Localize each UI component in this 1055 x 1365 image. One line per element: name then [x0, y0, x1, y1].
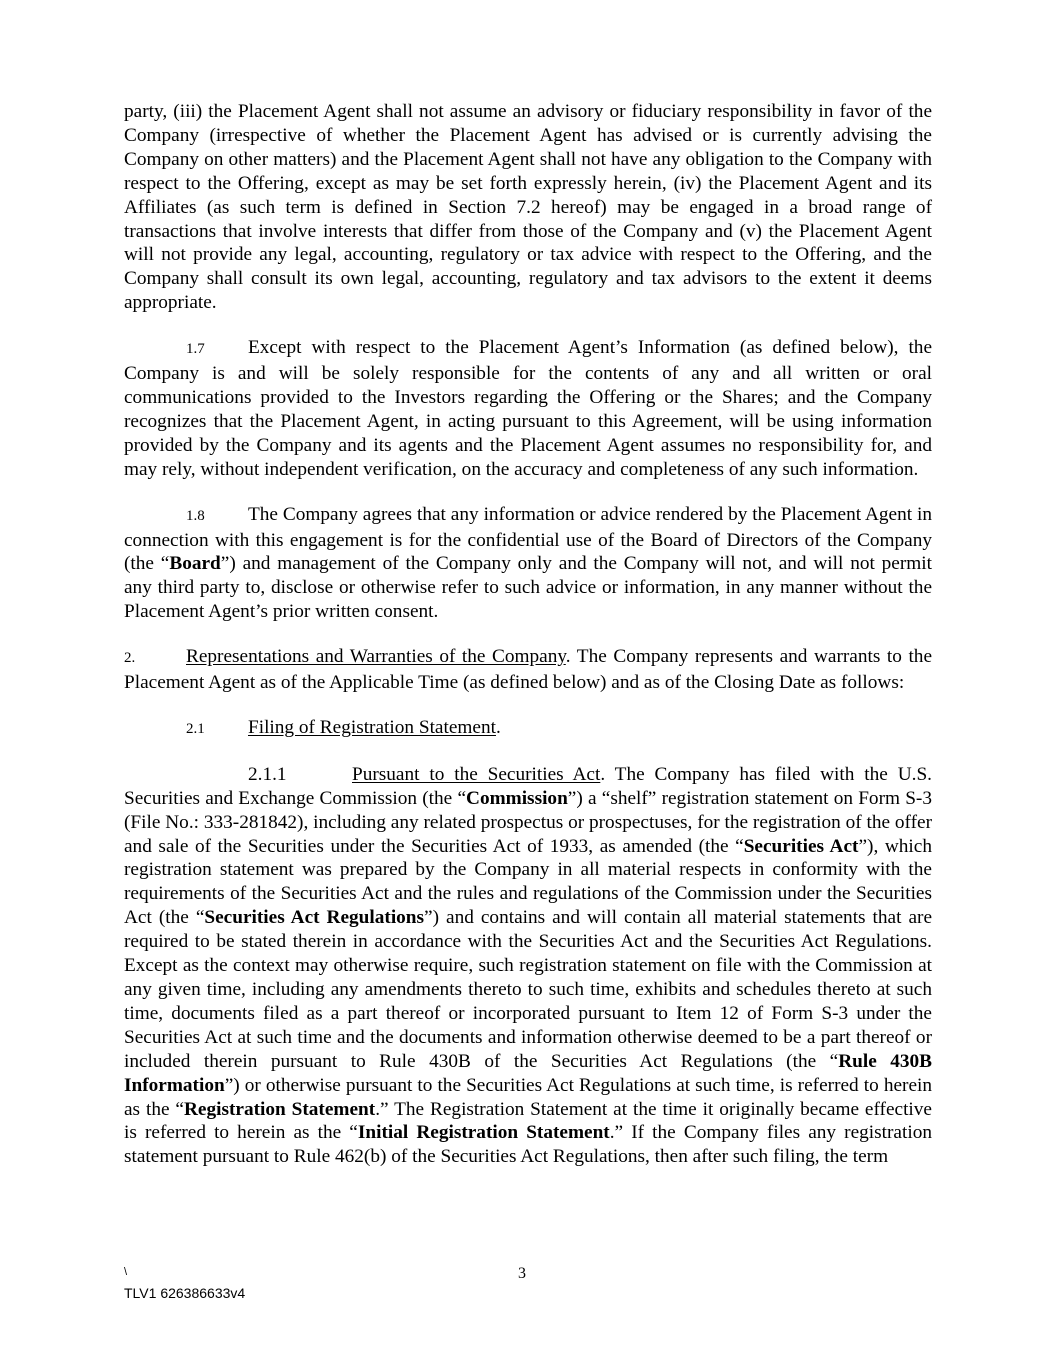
section-text: Except with respect to the Placement Agent’s Information (as defined below), the Company is and will be solely responsible for the contents of any and all written or oral communications provided to the Investors regarding the Offering or the Shares; and the Company recognizes that the Placement Agent, in acting pursuant to this Agreement, will be using information provided by the Company and its agents and the Placement Agent assumes no responsibility for, and may rely, without independent verification, on the accuracy and completeness of any such information.	[124, 337, 932, 480]
document-reference: TLV1 626386633v4	[124, 1285, 246, 1301]
paragraph-text: party, (iii) the Placement Agent shall not assume an advisory or fiduciary responsibility in favor of the Company (irrespective of whether the Placement Agent has advised or is currently advising the Company on other matters) and the Placement Agent shall not have any obligation to the Company with respect to the Offering, except as may be set forth expressly herein, (iv) the Placement Agent and its Affiliates (as such term is defined in Section 7.2 hereof) may be engaged in a broad range of transactions that involve interests that differ from those of the Company and (v) the Placement Agent will not provide any legal, accounting, regulatory or tax advice with respect to the Offering, and the Company shall consult its own legal, accounting, regulatory and tax advisors to the extent it deems appropriate.	[124, 101, 932, 314]
section-text: . The Company represents and warrants to the Placement Agent as of the Applicable Time (as defined below) and as of the Closing Date as follows:	[124, 646, 932, 694]
section-2-1	[124, 716, 932, 742]
section-1-7	[124, 336, 932, 481]
section-text: ”) or otherwise pursuant to the Securities Act Regulations at such time, is referred to herein as the “	[124, 1074, 932, 1120]
section-text: . The Company has filed with the U.S. Securities and Exchange Commission (the “	[124, 763, 932, 809]
section-1-8	[124, 503, 932, 625]
section-number: 1.8	[186, 507, 205, 524]
defined-term: Initial Registration Statement	[357, 1122, 610, 1144]
section-heading: Filing of Registration Statement	[248, 716, 496, 738]
defined-term: Securities Act	[743, 835, 859, 857]
section-trail: .	[495, 716, 501, 738]
section-number: 1.7	[186, 341, 205, 358]
footer-mark: \	[124, 1266, 128, 1278]
paragraph-continued	[124, 100, 932, 315]
defined-term: Commission	[466, 787, 568, 809]
defined-term: Securities Act Regulations	[204, 907, 425, 929]
document-page	[124, 100, 932, 1169]
section-text: ”) and contains and will contain all material statements that are required to be stated therein in accordance with the Securities Act and the Securities Act Regulations. Except as the context may otherwise require, such registration statement on file with the Commission at any given time, including any amendments thereto to such time, exhibits and schedules thereto at such time, documents filed as a part thereof or incorporated pursuant to Item 12 of Form S-3 under the Securities Act at such time and the documents and information otherwise deemed to be a part thereof or included therein pursuant to Rule 430B of the Securities Act Regulations (the “	[124, 907, 933, 1072]
section-number: 2.1	[186, 720, 205, 737]
section-2-1-1	[124, 763, 932, 1169]
section-2	[124, 645, 932, 695]
page-number: 3	[518, 1265, 526, 1282]
section-text: The Company agrees that any information or advice rendered by the Placement Agent in connection with this engagement is for the confidential use of the Board of Directors of the Company (the “	[124, 503, 932, 575]
defined-term: Rule 430B Information	[124, 1050, 932, 1096]
defined-term: Board	[169, 553, 221, 575]
section-heading: Pursuant to the Securities Act	[352, 763, 601, 785]
section-text: ”), which registration statement was prepared by the Company in all material respects in conformity with the requirements of the Securities Act and the rules and regulations of the Commission under the Securities Act (the “	[124, 835, 932, 929]
section-text: ”) and management of the Company only and the Company will not, and will not permit any third party to, disclose or otherwise refer to such advice or information, in any manner without the Placement Agent’s prior written consent.	[124, 553, 932, 623]
section-number: 2.	[124, 650, 136, 667]
section-text: .” If the Company files any registration statement pursuant to Rule 462(b) of the Securities Act Regulations, then after such filing, the term	[124, 1122, 932, 1168]
section-text: .” The Registration Statement at the time it originally became effective is referred to herein as the “	[124, 1098, 932, 1144]
defined-term: Registration Statement	[184, 1098, 376, 1120]
section-number: 2.1.1	[248, 763, 287, 785]
section-text: ”) a “shelf” registration statement on Form S-3 (File No.: 333-281842), including any related prospectus or prospectuses, for the registration of the offer and sale of the Securities under the Securities Act of 1933, as amended (the “	[124, 787, 932, 857]
section-heading: Representations and Warranties of the Company	[186, 646, 566, 668]
